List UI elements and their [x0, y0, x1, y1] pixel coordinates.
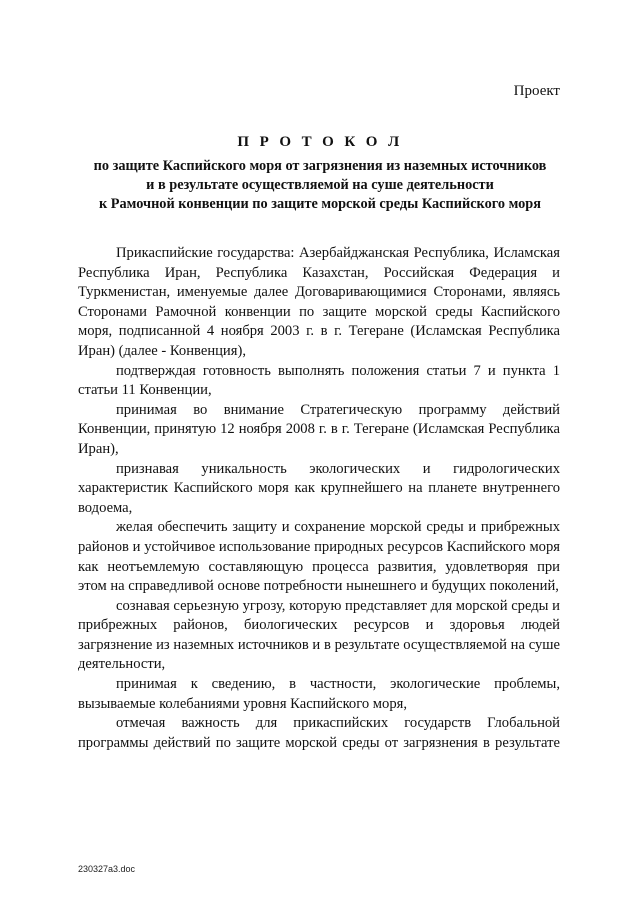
paragraph: желая обеспечить защиту и сохранение морской среды и прибрежных районов и устойчивое использование природных ресурсов Каспийского моря как неотъемлемую составляющую процесса развития, удовлетворяя при этом на справедливой основе потребности нынешнего и будущих поколений, [78, 519, 560, 595]
subtitle-line: и в результате осуществляемой на суше деятельности [146, 177, 494, 193]
paragraph: сознавая серьезную угрозу, которую представляет для морской среды и прибрежных районов, биологических ресурсов и здоровья людей загрязнение из наземных источников и в результате осуществляемой на суше деятельности, [78, 597, 560, 673]
paragraph: принимая к сведению, в частности, экологические проблемы, вызываемые колебаниями уровня Каспийского моря, [78, 676, 560, 712]
paragraph: Прикаспийские государства: Азербайджанская Республика, Исламская Республика Иран, Республика Казахстан, Российская Федерация и Туркменистан, именуемые далее Договаривающимися Сторонами, являясь Сторонами Рамочной конвенции по защите морской среды Каспийского моря, подписанной 4 ноября 2003 г. в г. Тегеране (Исламская Республика Иран) (далее - Конвенция), [78, 245, 560, 359]
draft-label: Проект [513, 83, 560, 99]
subtitle-line: к Рамочной конвенции по защите морской среды Каспийского моря [98, 196, 541, 212]
document-title: П Р О Т О К О Л [237, 134, 403, 150]
document-body [78, 244, 560, 753]
paragraph: признавая уникальность экологических и гидрологических характеристик Каспийского моря как крупнейшего на планете внутреннего водоема, [78, 460, 560, 516]
document-subtitle [72, 157, 568, 214]
paragraph: подтверждая готовность выполнять положения статьи 7 и пункта 1 статьи 11 Конвенции, [78, 362, 560, 399]
paragraph: отмечая важность для прикаспийских государств Глобальной программы действий по защите морской среды от загрязнения в результате [78, 715, 560, 751]
paragraph: принимая во внимание Стратегическую программу действий Конвенции, принятую 12 ноября 2008 г. в г. Тегеране (Исламская Республика Иран), [78, 401, 560, 457]
footer-filename: 230327a3.doc [78, 864, 136, 874]
subtitle-line: по защите Каспийского моря от загрязнения из наземных источников [93, 158, 547, 174]
